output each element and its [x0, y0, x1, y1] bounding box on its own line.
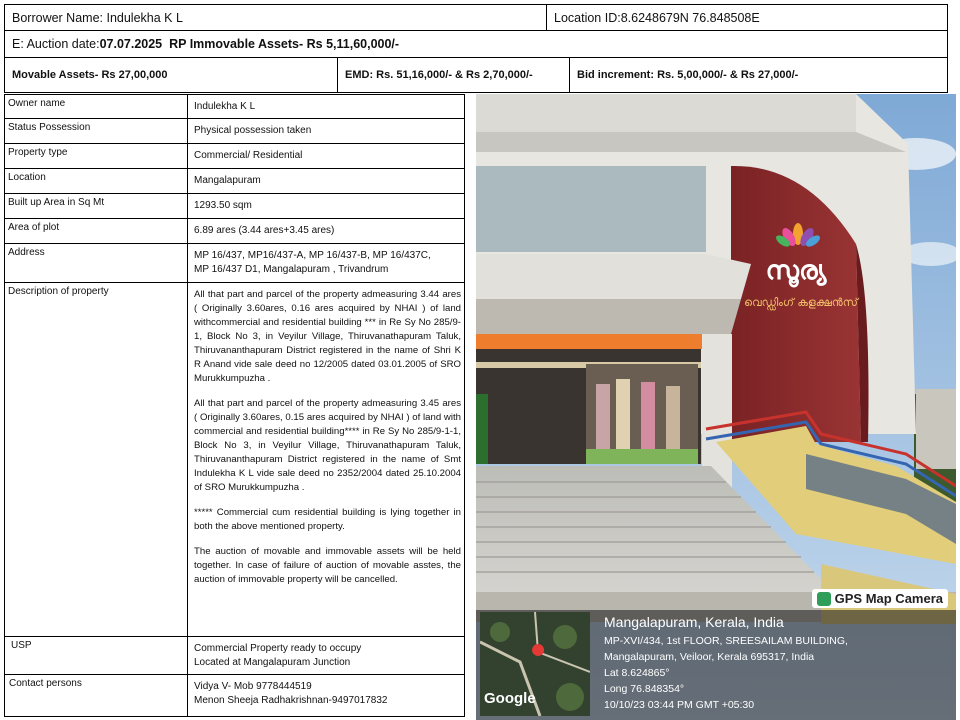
gps-location-title: Mangalapuram, Kerala, India — [604, 614, 784, 630]
auction-condition: The auction of movable and immovable assets will be held together. In case of failure of auction of movable asstes, the auction of immovable property will be cancelled. — [194, 546, 461, 585]
usp-line: Located at Mangalapuram Junction — [194, 657, 351, 668]
description-paragraph: All that part and parcel of the property admeasuring 3.44 ares ( Originally 3.60ares, 0.16 ares acquired by NHAI ) of land withcommercial and residential building *** in Re Sy No 285/9-1, Block No 3, in Veyilur Village, Thiruvanathapuram Taluk, Thiruvananthapuram District registered in the name of Shri K R Anand vide sale deed no 12/2005 dated 03.01.2005 of SRO Murukkumpuzha . — [194, 289, 461, 384]
gps-map-camera-badge — [812, 589, 948, 608]
plot-area-value: 6.89 ares (3.44 ares+3.45 ares) — [188, 219, 465, 244]
built-up-area-value: 1293.50 sqm — [188, 194, 465, 219]
borrower-name: Borrower Name: Indulekha K L — [12, 10, 183, 25]
usp-value — [188, 637, 465, 675]
movable-assets: Movable Assets- Rs 27,00,000 — [12, 69, 168, 81]
table-row — [5, 675, 465, 717]
contact-line: Menon Sheeja Radhakrishnan-9497017832 — [194, 695, 388, 706]
gps-timestamp: 10/10/23 03:44 PM GMT +05:30 — [604, 699, 755, 711]
table-row — [5, 194, 465, 219]
status-label: Status Possession — [5, 119, 188, 144]
emd-value: EMD: Rs. 51,16,000/- & Rs 2,70,000/- — [337, 58, 569, 92]
header-row-borrower — [4, 4, 948, 31]
contact-label: Contact persons — [5, 675, 188, 717]
table-row — [5, 283, 465, 637]
store-sign-subtitle: വെഡ്ഡിംഗ് കളക്ഷൻസ് — [744, 296, 858, 309]
table-row — [5, 119, 465, 144]
location-label: Location — [5, 169, 188, 194]
contact-value — [188, 675, 465, 717]
header-row-values — [4, 57, 948, 93]
table-row — [5, 144, 465, 169]
table-row — [5, 169, 465, 194]
description-note: ***** Commercial cum residential building is lying together in both the above mentioned property. — [194, 507, 461, 532]
gps-address-line: MP-XVI/434, 1st FLOOR, SREESAILAM BUILDING, — [604, 635, 848, 647]
auction-date: 07.07.2025 — [99, 37, 163, 51]
gps-longitude: Long 76.848354° — [604, 683, 685, 695]
google-logo: Google — [484, 690, 536, 707]
address-line: MP 16/437, MP16/437-A, MP 16/437-B, MP 16/437C, — [194, 250, 431, 261]
store-sign-name: സൂര്യ — [765, 256, 827, 286]
bid-increment: Bid increment: Rs. 5,00,000/- & Rs 27,000/- — [569, 58, 947, 92]
gps-brand-label: GPS Map Camera — [834, 591, 943, 606]
rp-immovable-assets: RP Immovable Assets- Rs 5,11,60,000/- — [169, 37, 400, 51]
description-paragraph: All that part and parcel of the property admeasuring 3.45 ares ( Originally 3.60ares, 0.15 ares acquired by NHAI ) of land with commercial and residential building**** in Re Sy No 285/9-1-1, Block No 3, in Veyilur Village, Thiruvanathapuram Taluk, Thiruvananthapuram District registered in the name of Smt Indulekha K L vide sale deed no 2352/2004 dated 25.10.2004 of SRO Murukkumpuzha . — [194, 398, 461, 493]
usp-line: Commercial Property ready to occupy — [194, 643, 362, 654]
table-row — [5, 637, 465, 675]
property-type-value: Commercial/ Residential — [188, 144, 465, 169]
owner-label: Owner name — [5, 95, 188, 119]
contact-line: Vidya V- Mob 9778444519 — [194, 681, 312, 692]
table-row — [5, 244, 465, 283]
address-line: MP 16/437 D1, Mangalapuram , Trivandrum — [194, 264, 389, 275]
address-value — [188, 244, 465, 283]
table-row — [5, 95, 465, 119]
auction-info — [5, 31, 947, 57]
gps-address-line: Mangalapuram, Veiloor, Kerala 695317, India — [604, 651, 815, 663]
table-row — [5, 219, 465, 244]
location-id: Location ID:8.6248679N 76.848508E — [546, 5, 947, 30]
property-details-table — [4, 94, 465, 717]
usp-label: USP — [5, 637, 188, 675]
gps-latitude: Lat 8.624865° — [604, 667, 670, 679]
address-label: Address — [5, 244, 188, 283]
auction-date-prefix: E: Auction date: — [12, 37, 100, 51]
property-photo — [476, 94, 956, 720]
location-value: Mangalapuram — [188, 169, 465, 194]
plot-area-label: Area of plot — [5, 219, 188, 244]
built-up-area-label: Built up Area in Sq Mt — [5, 194, 188, 219]
status-value: Physical possession taken — [188, 119, 465, 144]
property-type-label: Property type — [5, 144, 188, 169]
description-value — [188, 283, 465, 637]
description-label: Description of property — [5, 283, 188, 637]
owner-value: Indulekha K L — [188, 95, 465, 119]
header-row-auction — [4, 30, 948, 58]
camera-pin-icon — [817, 592, 831, 606]
